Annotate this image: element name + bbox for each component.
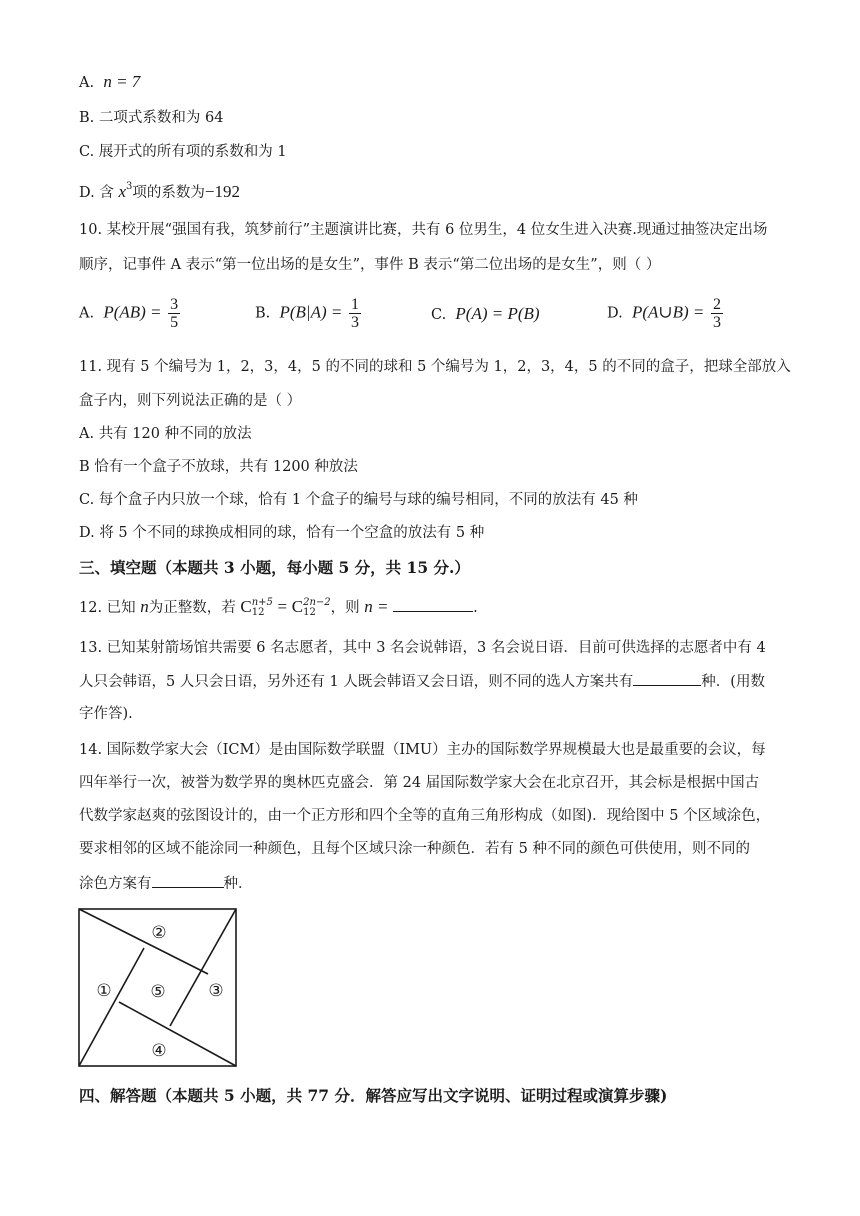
q10-stem-line1: 10. 某校开展“强国有我，筑梦前行”主题演讲比赛，共有 6 位男生，4 位女生进入决赛.现通过抽签决定出场	[79, 222, 768, 238]
q10-option-b: B. P(B|A) = $\frac{1}{3}$	[255, 296, 359, 331]
q14-stem-line1: 14. 国际数学家大会（ICM）是由国际数学联盟（IMU）主办的国际数学界规模最大也是最重要的会议，每	[79, 742, 766, 758]
q9-option-c: C. 展开式的所有项的系数和为 1	[79, 144, 287, 160]
q14-stem-line4: 要求相邻的区域不能涂同一种颜色，且每个区域只涂一种颜色．若有 5 种不同的颜色可供使用，则不同的	[79, 841, 750, 857]
q9-option-a-expr: n = 7	[103, 72, 141, 91]
q10-stem-line2: 顺序，记事件 A 表示“第一位出场的是女生”，事件 B 表示“第二位出场的是女生”，则（ ）	[79, 257, 661, 273]
q10-option-a: A. P(AB) = $\frac{3}{5}$	[79, 296, 179, 331]
section-3-heading: 三、填空题（本题共 3 小题，每小题 5 分，共 15 分.）	[79, 558, 470, 577]
q9-option-d: D. 含 $x^3$项的系数为−192	[79, 181, 240, 201]
q10-option-d: D. P(A∪B) = $\frac{2}{3}$	[607, 296, 721, 331]
q14-stem-line5: 涂色方案有 种．	[79, 873, 253, 894]
q10-option-c: C. P(A) = P(B)	[431, 304, 540, 323]
q11-stem-line1: 11. 现有 5 个编号为 1，2，3，4，5 的不同的球和 5 个编号为 1，2，3，4，5 的不同的盒子，把球全部放入	[79, 359, 791, 375]
q13-stem-line2: 人只会韩语，5 人只会日语，另外还有 1 人既会韩语又会日语，则不同的选人方案共有 种．(用数	[79, 671, 765, 692]
region-label-3: ③	[208, 981, 224, 1001]
q12-stem: 12. 已知 n为正整数，若 C n+5 12 = C 2n−2 12 ，则 n = .	[79, 597, 478, 618]
q14-stem-line3: 代数学家赵爽的弦图设计的，由一个正方形和四个全等的直角三角形构成（如图)．现给图中 5 个区域涂色，	[79, 808, 771, 824]
region-label-2: ②	[151, 923, 167, 943]
section-4-heading: 四、解答题（本题共 5 小题，共 77 分．解答应写出文字说明、证明过程或演算步骤)	[79, 1086, 668, 1105]
region-label-4: ④	[151, 1041, 167, 1061]
q11-stem-line2: 盒子内，则下列说法正确的是（ ）	[79, 393, 302, 409]
q10-option-a-fraction: $\frac{3}{5}$	[170, 296, 179, 331]
q9-option-b: B. 二项式系数和为 64	[79, 110, 224, 126]
q13-stem-line1: 13. 已知某射箭场馆共需要 6 名志愿者，其中 3 名会说韩语，3 名会说日语．目前可供选择的志愿者中有 4	[79, 640, 766, 656]
q10-option-b-fraction: $\frac{1}{3}$	[350, 296, 359, 331]
q11-option-b: B 恰有一个盒子不放球，共有 1200 种放法	[79, 459, 358, 475]
q11-option-c: C. 每个盒子内只放一个球，恰有 1 个盒子的编号与球的编号相同，不同的放法有 45 种	[79, 492, 638, 508]
region-label-5: ⑤	[150, 982, 166, 1002]
q12-answer-blank[interactable]	[393, 597, 473, 612]
q14-stem-line2: 四年举行一次，被誉为数学界的奥林匹克盛会．第 24 届国际数学家大会在北京召开，其会标是根据中国古	[79, 775, 760, 791]
region-label-1: ①	[96, 981, 112, 1001]
triangle-edge-top	[79, 909, 208, 974]
q9-option-d-value: −192	[204, 182, 240, 201]
zhao-shuang-diagram	[76, 906, 240, 1070]
q10-option-d-fraction: $\frac{2}{3}$	[713, 296, 721, 331]
q14-answer-blank[interactable]	[152, 873, 224, 888]
triangle-edge-left	[79, 948, 144, 1066]
q11-option-a: A. 共有 120 种不同的放法	[79, 426, 252, 442]
q9-option-a: A. n = 7	[79, 72, 141, 91]
q13-stem-line3: 字作答).	[79, 706, 133, 722]
triangle-edge-right	[170, 909, 236, 1026]
q13-answer-blank[interactable]	[633, 671, 701, 686]
q11-option-d: D. 将 5 个不同的球换成相同的球，恰有一个空盒的放法有 5 种	[79, 525, 485, 541]
